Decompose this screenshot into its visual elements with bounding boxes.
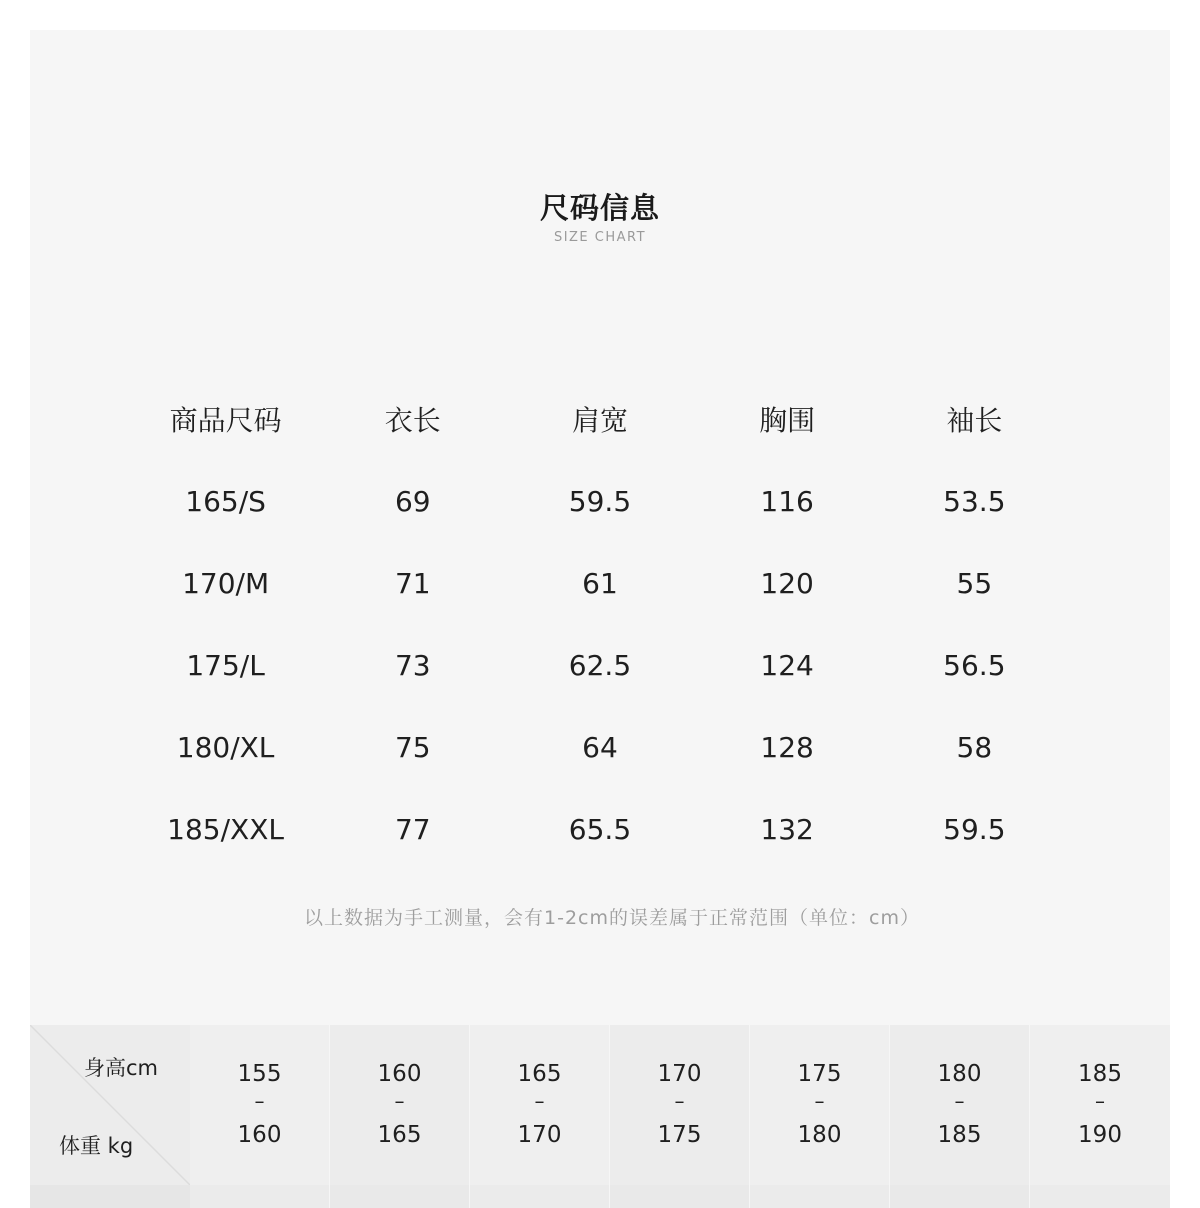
sleeve-cell: 56.5 [943, 648, 1006, 682]
weight-value: 165 [377, 1122, 422, 1148]
range-separator: – [674, 1089, 685, 1113]
chest-cell: 116 [760, 484, 814, 518]
length-cell: 77 [394, 812, 431, 846]
size-cell: 180/XL [176, 730, 275, 764]
height-value: 185 [1078, 1061, 1122, 1087]
range-separator: – [534, 1089, 545, 1113]
sleeve-cell: 55 [956, 566, 993, 600]
table-row [132, 460, 1068, 542]
range-separator: – [254, 1089, 265, 1113]
measurement-note: 以上数据为手工测量，会有1-2cm的误差属于正常范围（单位：cm） [304, 907, 920, 929]
weight-value: 175 [657, 1122, 702, 1148]
shoulder-cell: 61 [582, 566, 618, 600]
size-table [132, 378, 1068, 870]
column-header-chest: 胸围 [759, 404, 816, 437]
next-row-cell [190, 1185, 329, 1208]
height-value: 155 [237, 1061, 282, 1087]
shoulder-cell: 65.5 [568, 812, 632, 846]
length-cell: 73 [394, 648, 431, 682]
range-separator: – [954, 1089, 965, 1113]
shoulder-cell: 62.5 [568, 648, 632, 682]
table-corner-header [30, 1025, 190, 1185]
column-header-length: 衣长 [384, 404, 441, 437]
weight-value: 185 [937, 1122, 982, 1148]
chest-cell: 132 [760, 812, 814, 846]
next-row-cell [750, 1185, 889, 1208]
weight-value: 170 [517, 1122, 562, 1148]
height-weight-column [610, 1025, 749, 1185]
size-cell: 170/M [182, 566, 270, 600]
sleeve-cell: 58 [956, 730, 993, 764]
chest-cell: 124 [760, 648, 814, 682]
height-value: 165 [517, 1061, 562, 1087]
height-weight-column [190, 1025, 329, 1185]
size-cell: 185/XXL [167, 812, 285, 846]
height-weight-column [330, 1025, 469, 1185]
next-row-cell [890, 1185, 1029, 1208]
table-row [132, 624, 1068, 706]
height-value: 180 [937, 1061, 982, 1087]
next-row-cell [30, 1185, 190, 1208]
next-row-cell [1030, 1185, 1170, 1208]
height-weight-column [890, 1025, 1029, 1185]
length-cell: 71 [394, 566, 431, 600]
length-cell: 75 [394, 730, 431, 764]
chest-cell: 128 [760, 730, 814, 764]
weight-value: 160 [237, 1122, 282, 1148]
sleeve-cell: 59.5 [943, 812, 1006, 846]
table-row [132, 788, 1068, 870]
height-value: 160 [377, 1061, 422, 1087]
next-row-cell [330, 1185, 469, 1208]
range-separator: – [1095, 1089, 1105, 1113]
height-weight-column [750, 1025, 889, 1185]
range-separator: – [394, 1089, 405, 1113]
height-row-label: 身高cm [84, 1056, 159, 1080]
sleeve-cell: 53.5 [943, 484, 1006, 518]
next-row-cell [610, 1185, 749, 1208]
size-table-header [132, 378, 1068, 460]
shoulder-cell: 59.5 [568, 484, 632, 518]
height-weight-column [1030, 1025, 1170, 1185]
column-header-sleeve: 袖长 [946, 404, 1003, 437]
table-row [132, 706, 1068, 788]
height-weight-table [30, 1025, 1170, 1208]
length-cell: 69 [394, 484, 431, 518]
chest-cell: 120 [760, 566, 814, 600]
weight-row-label: 体重 kg [59, 1134, 134, 1158]
size-cell: 165/S [185, 484, 266, 518]
range-separator: – [814, 1089, 825, 1113]
column-header-shoulder: 肩宽 [571, 404, 628, 437]
column-header-size: 商品尺码 [169, 404, 282, 437]
shoulder-cell: 64 [582, 730, 618, 764]
page-subtitle: SIZE CHART [553, 230, 647, 245]
height-value: 170 [657, 1061, 702, 1087]
weight-value: 180 [797, 1122, 842, 1148]
height-value: 175 [797, 1061, 842, 1087]
next-row-cell [470, 1185, 609, 1208]
size-cell: 175/L [186, 648, 265, 682]
weight-value: 190 [1078, 1122, 1122, 1148]
height-weight-column [470, 1025, 609, 1185]
table-row [132, 542, 1068, 624]
page-title: 尺码信息 [539, 191, 660, 225]
diagonal-divider [30, 1025, 190, 1185]
